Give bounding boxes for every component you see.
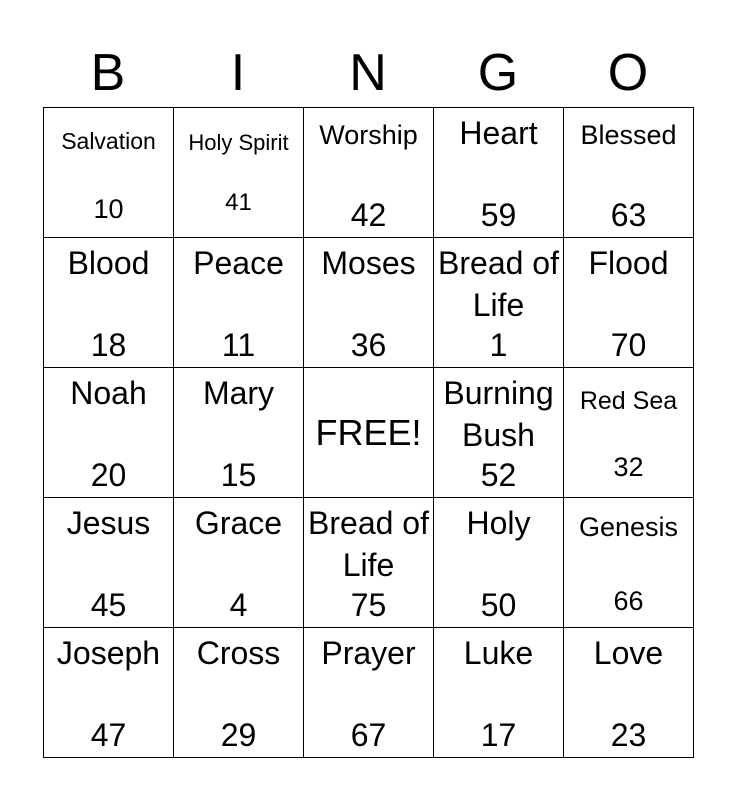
bingo-cell[interactable] bbox=[44, 238, 174, 368]
cell-number: 52 bbox=[480, 457, 517, 493]
cell-number: 11 bbox=[221, 327, 256, 363]
free-space-label: FREE! bbox=[315, 412, 422, 453]
cell-word: Blessed bbox=[580, 120, 677, 150]
cell-word: Noah bbox=[70, 375, 147, 411]
header-letter-o: O bbox=[607, 44, 649, 102]
cell-word: Genesis bbox=[578, 512, 679, 542]
cell-word: Worship bbox=[319, 120, 418, 150]
cell-number: 32 bbox=[613, 452, 644, 482]
bingo-cell[interactable] bbox=[44, 498, 174, 628]
cell-number: 42 bbox=[350, 197, 387, 233]
cell-number: 75 bbox=[350, 587, 387, 623]
cell-number: 1 bbox=[489, 327, 508, 363]
bingo-cell[interactable] bbox=[174, 628, 304, 758]
cell-number: 47 bbox=[90, 717, 127, 753]
cell-number: 15 bbox=[220, 457, 257, 493]
bingo-cell[interactable] bbox=[564, 108, 694, 238]
cell-word: Prayer bbox=[321, 635, 416, 671]
cell-word: Flood bbox=[588, 245, 669, 281]
bingo-cell[interactable] bbox=[434, 498, 564, 628]
bingo-cell[interactable] bbox=[174, 498, 304, 628]
bingo-cell[interactable] bbox=[434, 368, 564, 498]
free-space-cell[interactable] bbox=[304, 368, 434, 498]
bingo-cell[interactable] bbox=[564, 238, 694, 368]
cell-word: Burning Bush bbox=[443, 375, 554, 453]
cell-number: 66 bbox=[613, 586, 644, 616]
bingo-cell[interactable] bbox=[304, 628, 434, 758]
cell-word: Moses bbox=[321, 245, 416, 281]
cell-word: Luke bbox=[463, 635, 534, 671]
cell-word: Grace bbox=[194, 505, 283, 541]
bingo-header bbox=[43, 40, 693, 106]
cell-word: Love bbox=[593, 635, 664, 671]
header-letter-b: B bbox=[90, 44, 126, 102]
bingo-cell[interactable] bbox=[174, 238, 304, 368]
bingo-cell[interactable] bbox=[564, 628, 694, 758]
header-letter-n: N bbox=[349, 44, 387, 102]
cell-word: Holy bbox=[466, 505, 531, 541]
bingo-cell[interactable] bbox=[44, 628, 174, 758]
cell-number: 70 bbox=[610, 327, 647, 363]
bingo-cell[interactable] bbox=[304, 108, 434, 238]
cell-number: 10 bbox=[93, 194, 124, 224]
bingo-cell[interactable] bbox=[44, 108, 174, 238]
cell-word: Salvation bbox=[61, 128, 156, 154]
cell-number: 18 bbox=[90, 327, 127, 363]
bingo-cell[interactable] bbox=[44, 368, 174, 498]
cell-number: 59 bbox=[480, 197, 517, 233]
bingo-cell[interactable] bbox=[434, 238, 564, 368]
cell-number: 29 bbox=[220, 717, 257, 753]
bingo-board bbox=[43, 107, 694, 758]
cell-word: Heart bbox=[459, 115, 538, 151]
bingo-cell[interactable] bbox=[434, 628, 564, 758]
cell-word: Blood bbox=[67, 245, 150, 281]
header-letter-g: G bbox=[477, 44, 519, 102]
cell-word: Holy Spirit bbox=[188, 130, 289, 155]
cell-number: 63 bbox=[610, 197, 647, 233]
bingo-cell[interactable] bbox=[304, 498, 434, 628]
cell-number: 36 bbox=[350, 327, 387, 363]
cell-number: 45 bbox=[90, 587, 127, 623]
bingo-cell[interactable] bbox=[174, 368, 304, 498]
cell-word: Joseph bbox=[56, 635, 161, 671]
cell-word: Bread of Life bbox=[308, 505, 429, 583]
cell-number: 20 bbox=[90, 457, 127, 493]
cell-number: 4 bbox=[229, 587, 248, 623]
cell-number: 17 bbox=[480, 717, 517, 753]
cell-word: Cross bbox=[196, 635, 281, 671]
cell-number: 50 bbox=[480, 587, 517, 623]
cell-word: Jesus bbox=[66, 505, 151, 541]
cell-word: Mary bbox=[202, 375, 275, 411]
bingo-cell[interactable] bbox=[434, 108, 564, 238]
header-letter-i: I bbox=[230, 44, 246, 102]
cell-number: 23 bbox=[610, 717, 647, 753]
bingo-cell[interactable] bbox=[304, 238, 434, 368]
cell-word: Peace bbox=[193, 245, 284, 281]
bingo-cell[interactable] bbox=[174, 108, 304, 238]
cell-number: 41 bbox=[225, 189, 252, 216]
cell-number: 67 bbox=[350, 717, 387, 753]
cell-word: Bread of Life bbox=[438, 245, 559, 323]
cell-word: Red Sea bbox=[579, 387, 678, 415]
bingo-cell[interactable] bbox=[564, 368, 694, 498]
bingo-cell[interactable] bbox=[564, 498, 694, 628]
